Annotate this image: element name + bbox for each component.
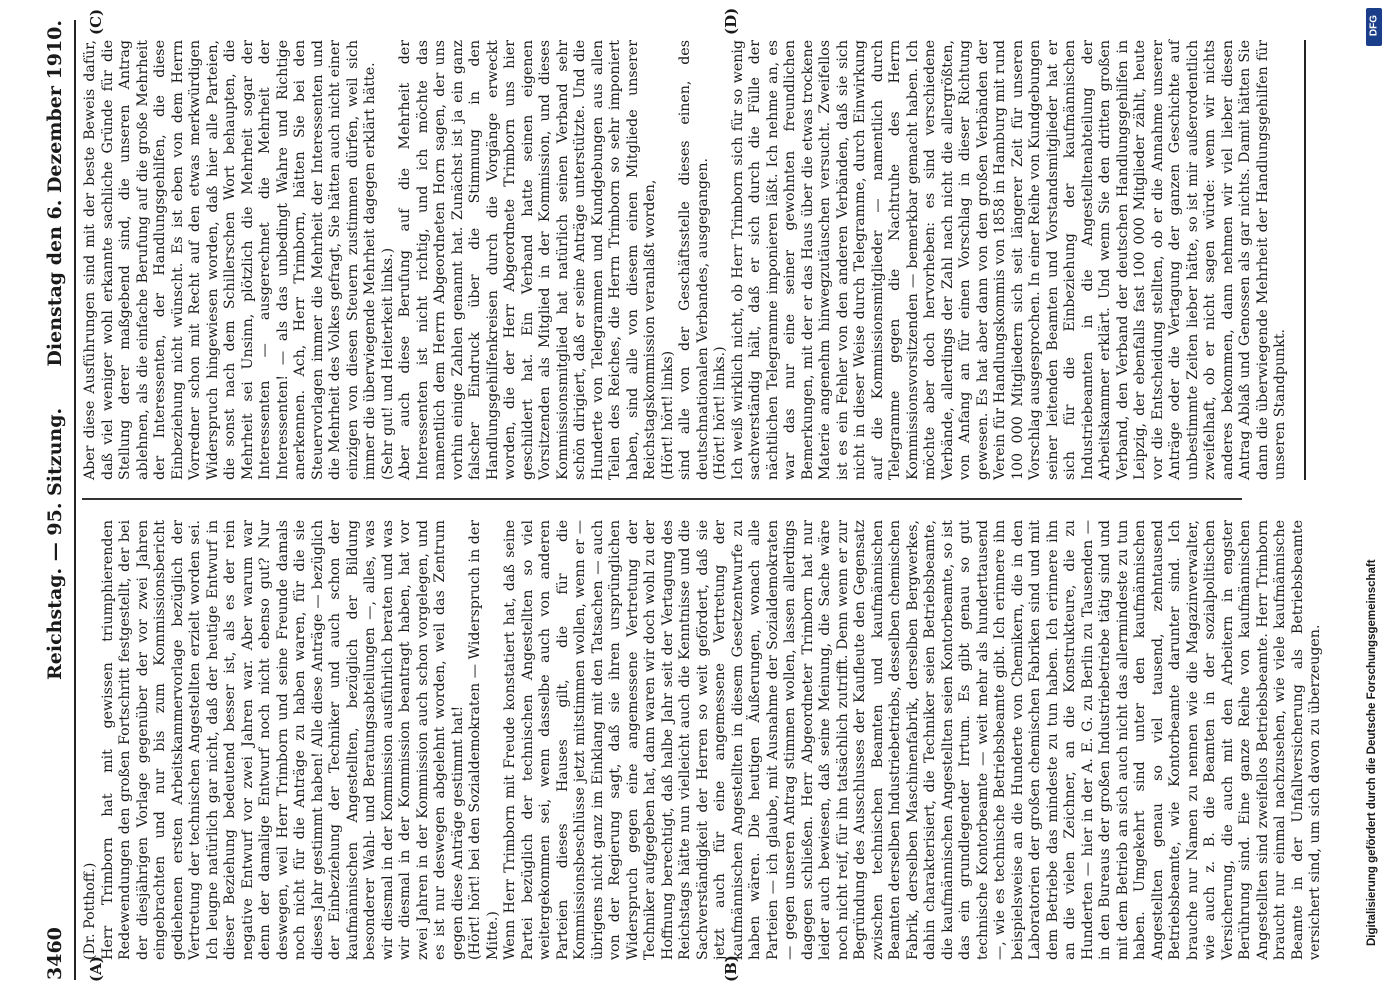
page-header [42,20,72,980]
credit-text: Digitalisierung gefördert durch die Deutsche Forschungsgemeinschaft [1366,559,1378,946]
digitization-credit [1362,8,1382,988]
session-date: Dienstag den 6. Dezember 1910. [43,20,66,367]
rotated-page-content [42,7,1342,982]
margin-marker-a: (A) [86,956,105,982]
dfg-logo-text: DFG [1368,14,1380,37]
newspaper-page [42,7,1342,982]
margin-marker-b: (B) [721,955,740,982]
page-number: 3460 [43,927,66,980]
right-column-text: Aber diese Ausführungen sind mit der beste Beweis dafür, daß viel weniger wohl erkannte sachliche Gründe für die Stellung derer maßgebend sind, die unseren Antrag ablehnen, als die einfache Berufung auf die große Mehrheit der Interessenten, der Handlungsgehilfen, die diese Einbeziehung nicht wünscht. Es ist eben von dem Herrn Vorredner schon mit Recht auf den etwas merkwürdigen Widerspruch hingewiesen worden, daß hier alle Parteien, die sonst nach dem Schillerschen Wort behaupten, die Mehrheit sei Unsinn, plötzlich die Mehrheit sogar der Interessenten — ausgerechnet die Mehrheit der Interessenten! — als das unbedingt Wahre und Richtige anerkennen. Ach, Herr Trimborn, hätten Sie bei den Steuervorlagen immer die Mehrheit der Interessenten und die Mehrheit des Volkes gefragt, Sie hätten auch nicht einer einzigen von diesen Steuern zustimmen dürfen, weil sich immer die überwiegende Mehrheit dagegen erklärt hätte. (Sehr gut! und Heiterkeit links.) Aber auch diese Berufung auf die Mehrheit der Interessenten ist nicht richtig, und ich möchte das namentlich dem Herrn Abgeordneten Horn sagen, der uns vorhin einige Zahlen genannt hat. Zunächst ist ja ein ganz falscher Eindruck über die Stimmung in den Handlungsgehilfenkreisen durch die Vorgänge erweckt worden, die der Herr Abgeordnete Trimborn uns hier geschildert hat. Ein Verband hatte seinen eigenen Vorsitzenden als Mitglied in der Kommission, und dieses Kommissionsmitglied hat natürlich seinen Verband sehr schön dirigiert, daß er seine Anträge unterstützte. Und die Hunderte von Telegrammen und Kundgebungen aus allen Teilen des Reiches, die Herrn Trimborn so sehr imponiert haben, sind alle von diesem einen Mitgliede unserer Reichstagskommission veranlaßt worden, (Hört! hört! links) sind alle von der Geschäftsstelle dieses einen, des deutschnationalen Verbandes, ausgegangen. (Hört! hört! links.) Ich weiß wirklich nicht, ob Herr Trimborn sich für so wenig sachverständig hält, daß er sich durch die Fülle der nächtlichen Telegramme imponieren läßt. Ich nehme an, es war das nur eine seiner gewohnten freundlichen Bemerkungen, mit der er das Haus über die etwas trockene Materie angenehm hinwegzutäuschen versucht. Zweifellos ist es ein Fehler von den anderen Verbänden, daß sie sich nicht in dieser Weise durch Telegramme, durch Einwirkung auf die Kommissionsmitglieder — namentlich durch Telegramme gegen die Nachtruhe des Herrn Kommissionsvorsitzenden — bemerkbar gemacht haben. Ich möchte aber doch hervorheben: es sind verschiedene Verbände, allerdings der Zahl nach nicht die allergrößten, von Anfang an für einen Vorschlag in dieser Richtung gewesen. Es hat aber dann von den großen Verbänden der Verein für Handlungskommis von 1858 in Hamburg mit rund 100 000 Mitgliedern sich seit längerer Zeit für unseren Vorschlag ausgesprochen. In einer Reihe von Kundgebungen seiner leitenden Beamten und Vorstandsmitglieder hat er sich für die Einbeziehung der kaufmännischen Industriebeamten in die Angestelltenabteilung der Arbeitskammer erklärt. Und wenn Sie den dritten großen Verband, den Verband der deutschen Handlungsgehilfen in Leipzig, der ebenfalls fast 100 000 Mitglieder zählt, heute vor die Entscheidung stellten, ob er die Annahme unserer Anträge oder die Vertagung der ganzen Geschichte auf unbestimmte Zeiten lieber hätte, so ist mir außerordentlich zweifelhaft, ob er nicht sagen würde: wenn wir nichts anderes bekommen, dann nehmen wir viel lieber diesen Antrag Ablaß und Genossen als gar nichts. Damit hätten Sie dann die überwiegende Mehrheit der Handlungsgehilfen für unseren Standpunkt. [81,40,1288,480]
column-end-rule [1304,40,1306,480]
left-column-text: (Dr. Potthoff.) Herr Trimborn hat mit gewissen triumphierenden Redewendungen den großen Fortschritt festgestellt, der bei der diesjährigen Vorlage gegenüber der vor zwei Jahren eingebrachten und nur bis zum Kommissionsbericht gediehenen ersten Arbeitskammervorlage bezüglich der Vertretung der technischen Angestellten erzielt worden sei. Ich leugne natürlich gar nicht, daß der heutige Entwurf in dieser Beziehung bedeutend besser ist, als es der rein negative Entwurf vor zwei Jahren war. Aber warum war denn der damalige Entwurf noch nicht ebenso gut? Nur deswegen, weil Herr Trimborn und seine Freunde damals noch nicht für die Anträge zu haben waren, für die sie dieses Jahr gestimmt haben! Alle diese Anträge — bezüglich der Einbeziehung der Techniker und auch schon der kaufmännischen Angestellten, bezüglich der Bildung besonderer Wahl- und Beratungsabteilungen —, alles, was wir diesmal in der Kommission ausführlich beraten und was wir diesmal in der Kommission beantragt haben, hat vor zwei Jahren in der Kommission auch schon vorgelegen, und es ist nur deswegen abgelehnt worden, weil das Zentrum gegen diese Anträge gestimmt hat! (Hört! hört! bei den Sozialdemokraten — Widerspruch in der Mitte.) Wenn Herr Trimborn mit Freude konstatiert hat, daß seine Partei bezüglich der technischen Angestellten so viel weitergekommen sei, wenn dasselbe auch von anderen Parteien dieses Hauses gilt, die für die Kommissionsbeschlüsse jetzt mitstimmen wollen, wenn er — übrigens nicht ganz im Einklang mit den Tatsachen — auch von der Regierung sagt, daß sie ihren ursprünglichen Widerspruch gegen eine angemessene Vertretung der Techniker aufgegeben hat, dann waren wir doch wohl zu der Hoffnung berechtigt, daß halbe Jahr seit der Vertagung des Reichstags hätte nun vielleicht auch die Kenntnisse und die Sachverständigkeit der Herren so weit gefördert, daß sie jetzt auch für eine angemessene Vertretung der kaufmännischen Angestellten in diesem Gesetzentwurfe zu haben wären. Die heutigen Äußerungen, wonach alle Parteien — ich glaube, mit Ausnahme der Sozialdemokraten — gegen unseren Antrag stimmen wollen, lassen allerdings dagegen schließen. Herr Abgeordneter Trimborn hat nur leider auch bewiesen, daß seine Meinung, die Sache wäre noch nicht reif, für ihn tatsächlich zutrifft. Denn wenn er zur Begründung des Ausschlusses der Kaufleute den Gegensatz zwischen technischen Beamten und kaufmännischen Beamten derselben Industriebetriebs, desselben chemischen Fabrik, derselben Maschinenfabrik, derselben Bergwerkes, dahin charakterisiert, die Techniker seien Betriebsbeamte, die kaufmännischen Angestellten seien Kontorbeamte, so ist das ein grundlegender Irrtum. Es gibt genau so gut technische Kontorbeamte — weit mehr als hunderttausend —, wie es technische Betriebsbeamte gibt. Ich erinnere ihn beispielsweise an die Hunderte von Chemikern, die in den Laboratorien der großen chemischen Fabriken sind und mit dem Betriebe das mindeste zu tun haben. Ich erinnere ihn an die vielen Zeichner, an die Konstrukteure, die zu Hunderten — hier in der A. E. G. zu Berlin zu Tausenden — in den Bureaus der großen Industriebetriebe tätig sind und mit dem Betrieb an sich auch nicht das allermindeste zu tun haben. Umgekehrt sind unter den kaufmännischen Angestellten genau so viel tausend, zehntausend Betriebsbeamte, wie Kontorbeamte darunter sind. Ich brauche nur Namen zu nennen wie die Magazinverwalter, wie auch z. B. die Beamten in der sozialpolitischen Versicherung, die auch mit den Arbeitern in engster Berührung sind. Eine ganze Reihe von kaufmännischen Angestellten sind zweifellos Betriebsbeamte. Herr Trimborn braucht nur einmal nachzusehen, wie viele kaufmännische Beamte in der Unfallversicherung als Betriebsbeamte versichert sind, um sich davon zu überzeugen. [81,520,1323,960]
margin-marker-c: (C) [86,8,105,35]
header-rule [74,20,76,980]
margin-marker-d: (D) [721,7,740,35]
column-divider [82,498,1242,500]
session-title: Reichstag. — 95. Sitzung. [43,407,66,680]
